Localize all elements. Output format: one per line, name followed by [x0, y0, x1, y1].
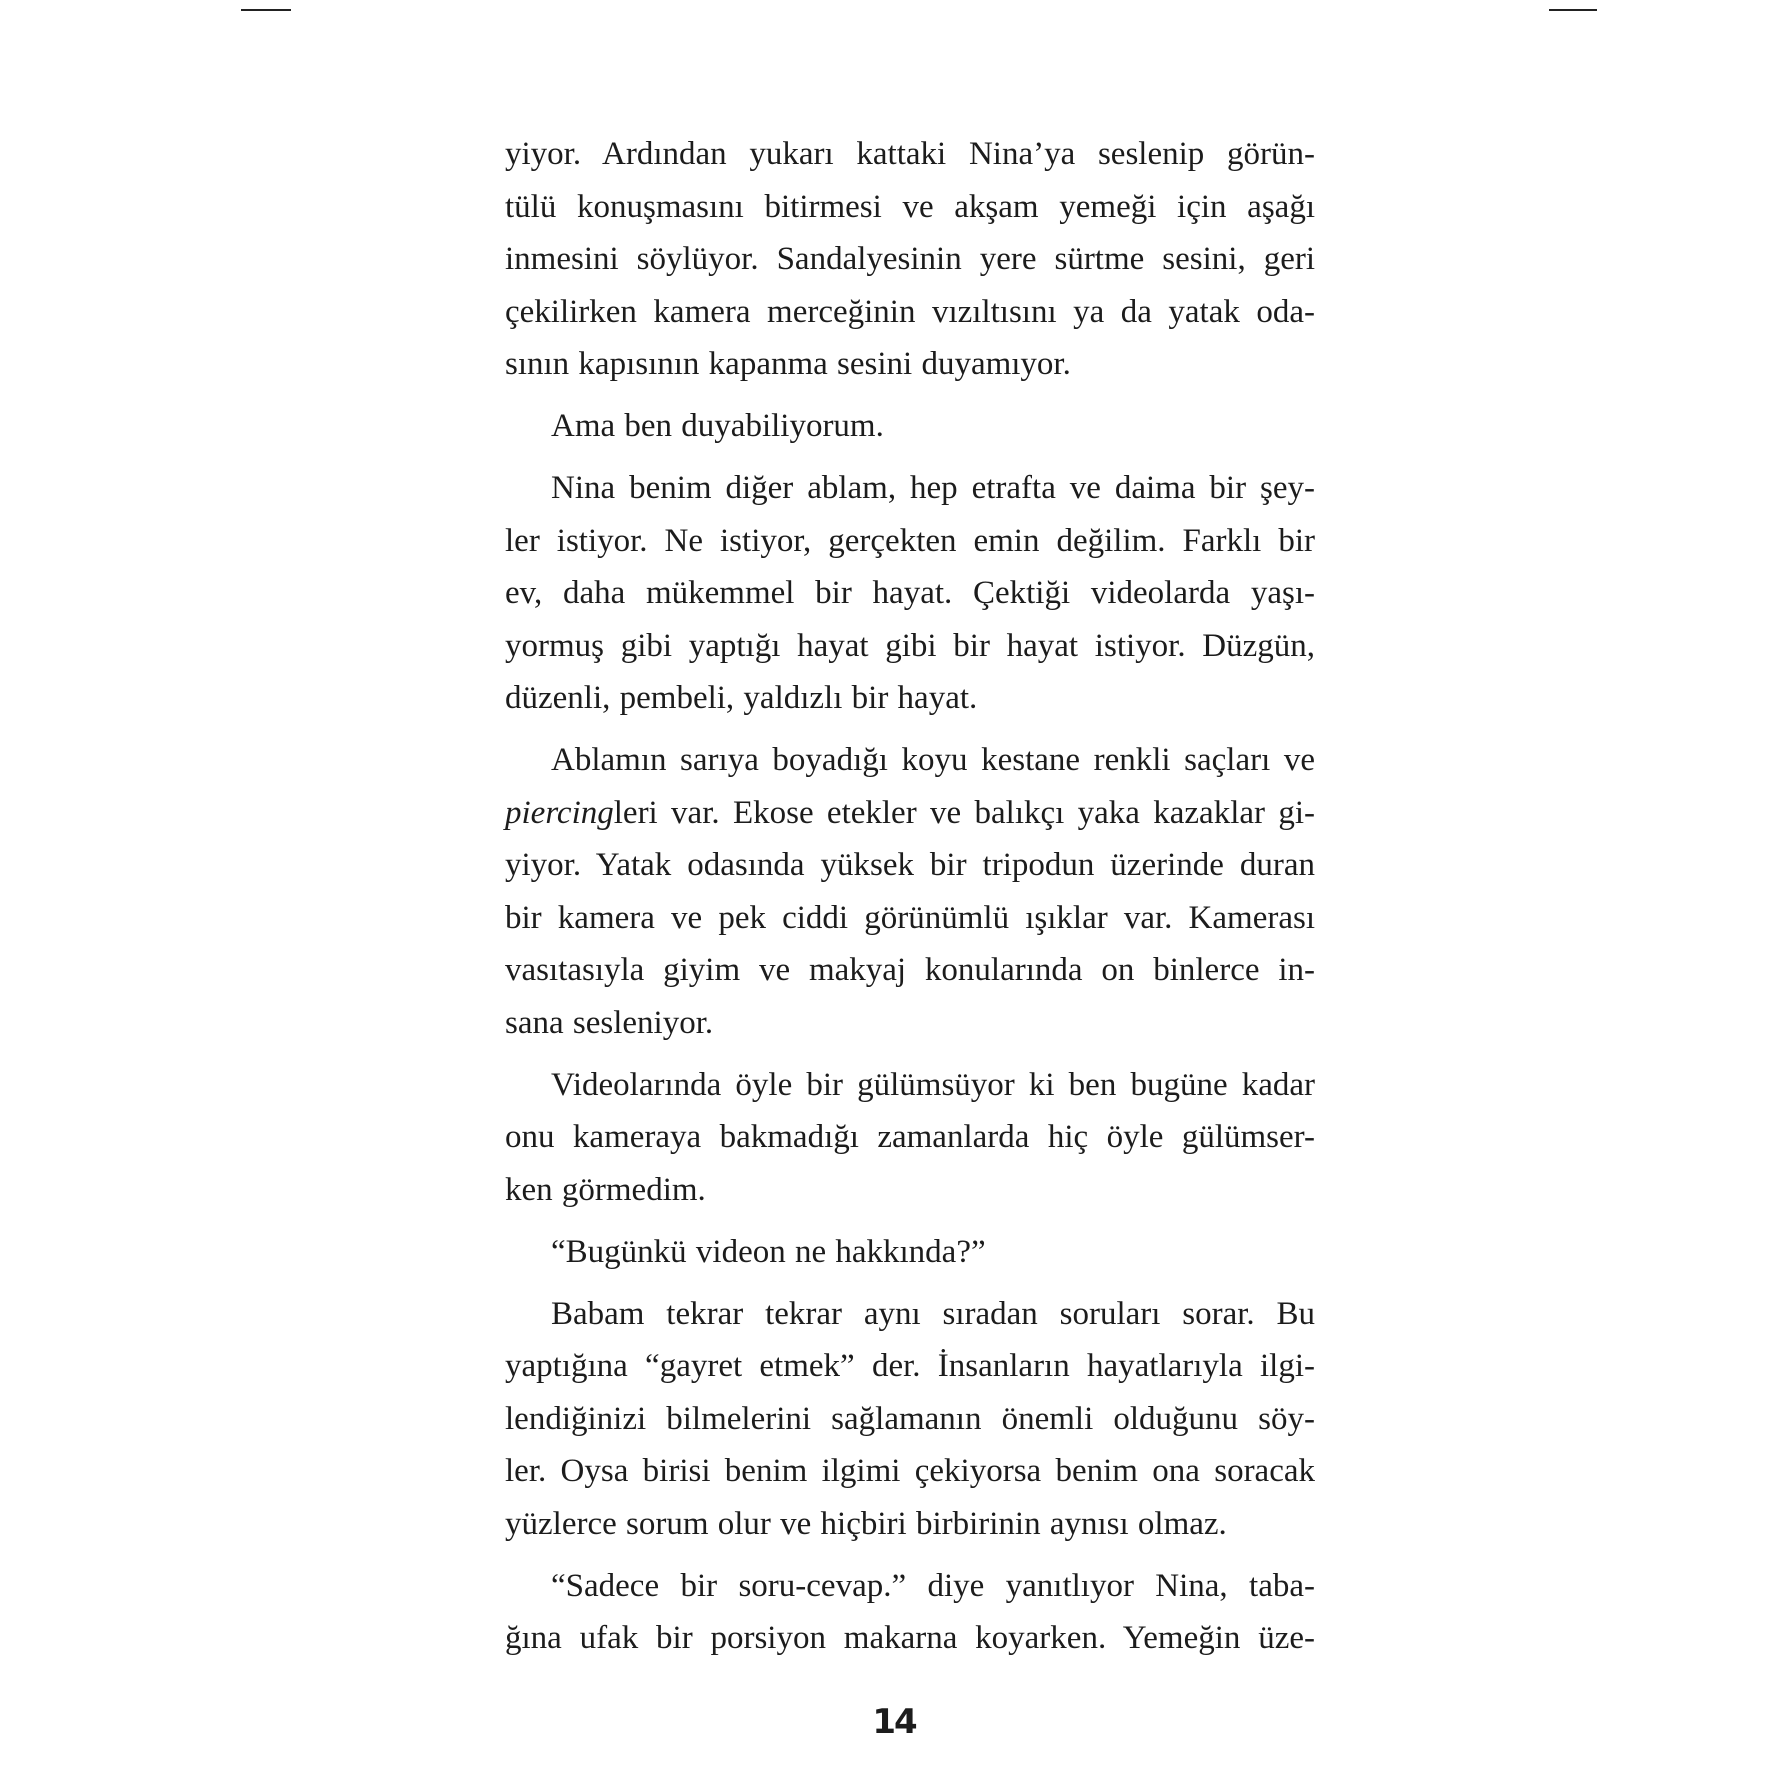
text-line: yaptığına “gayret etmek” der. İnsanların hayatlarıyla ilgi- — [505, 1348, 1315, 1384]
text-line: inmesini söylüyor. Sandalyesinin yere sürtme sesini, geri — [505, 241, 1315, 277]
text-line: yiyor. Yatak odasında yüksek bir tripodun üzerinde duran — [505, 847, 1315, 883]
paragraph-3 — [505, 462, 1315, 725]
text-line: Ama ben duyabiliyorum. — [551, 408, 884, 444]
paragraph-4 — [505, 734, 1315, 1049]
text-line: ğına ufak bir porsiyon makarna koyarken. Yemeğin üze- — [505, 1620, 1315, 1656]
text-line: Videolarında öyle bir gülümsüyor ki ben bugüne kadar — [551, 1066, 1315, 1103]
text-line: Ablamın sarıya boyadığı koyu kestane renkli saçları ve — [551, 742, 1315, 778]
text-line: yiyor. Ardından yukarı kattaki Nina’ya seslenip görün- — [505, 136, 1315, 172]
text-fragment: leri var. Ekose etekler ve balıkçı yaka kazaklar gi- — [613, 794, 1315, 831]
text-line: ler istiyor. Ne istiyor, gerçekten emin değilim. Farklı bir — [505, 522, 1315, 559]
crop-mark-left — [241, 9, 291, 11]
paragraph-1 — [505, 128, 1315, 391]
text-line: ev, daha mükemmel bir hayat. Çektiği videolarda yaşı- — [505, 575, 1315, 611]
crop-mark-right — [1549, 9, 1597, 11]
text-line: ken görmedim. — [505, 1171, 706, 1208]
text-line: tülü konuşmasını bitirmesi ve akşam yemeği için aşağı — [505, 188, 1315, 225]
text-line: Nina benim diğer ablam, hep etrafta ve daima bir şey- — [551, 470, 1315, 506]
text-line: onu kameraya bakmadığı zamanlarda hiç öyle gülümser- — [505, 1119, 1315, 1155]
text-line: lendiğinizi bilmelerini sağlamanın önemli olduğunu söy- — [505, 1400, 1315, 1437]
text-line: vasıtasıyla giyim ve makyaj konularında on binlerce in- — [505, 952, 1315, 988]
text-line: “Bugünkü videon ne hakkında?” — [551, 1233, 986, 1270]
text-line: yüzlerce sorum olur ve hiçbiri birbirinin aynısı olmaz. — [505, 1505, 1227, 1542]
text-line: çekilirken kamera merceğinin vızıltısını ya da yatak oda- — [505, 293, 1315, 330]
paragraph-8 — [505, 1560, 1315, 1665]
italic-term: piercing — [505, 794, 614, 831]
text-line: Babam tekrar tekrar aynı sıradan soruları sorar. Bu — [551, 1295, 1315, 1332]
page-number: 14 — [872, 1702, 916, 1742]
paragraph-5 — [505, 1059, 1315, 1217]
text-line: ler. Oysa birisi benim ilgimi çekiyorsa benim ona soracak — [505, 1453, 1315, 1489]
paragraph-2 — [505, 400, 1315, 453]
body-text — [505, 128, 1315, 1674]
paragraph-6 — [505, 1226, 1315, 1279]
text-line: “Sadece bir soru-cevap.” diye yanıtlıyor Nina, taba- — [551, 1567, 1315, 1604]
text-line: bir kamera ve pek ciddi görünümlü ışıklar var. Kamerası — [505, 899, 1315, 936]
text-line: düzenli, pembeli, yaldızlı bir hayat. — [505, 680, 978, 716]
text-line: sana sesleniyor. — [505, 1004, 714, 1041]
text-line: sının kapısının kapanma sesini duyamıyor. — [505, 346, 1071, 382]
paragraph-7 — [505, 1288, 1315, 1551]
text-line-with-italic — [505, 787, 1315, 840]
text-line: yormuş gibi yaptığı hayat gibi bir hayat istiyor. Düzgün, — [505, 627, 1315, 664]
